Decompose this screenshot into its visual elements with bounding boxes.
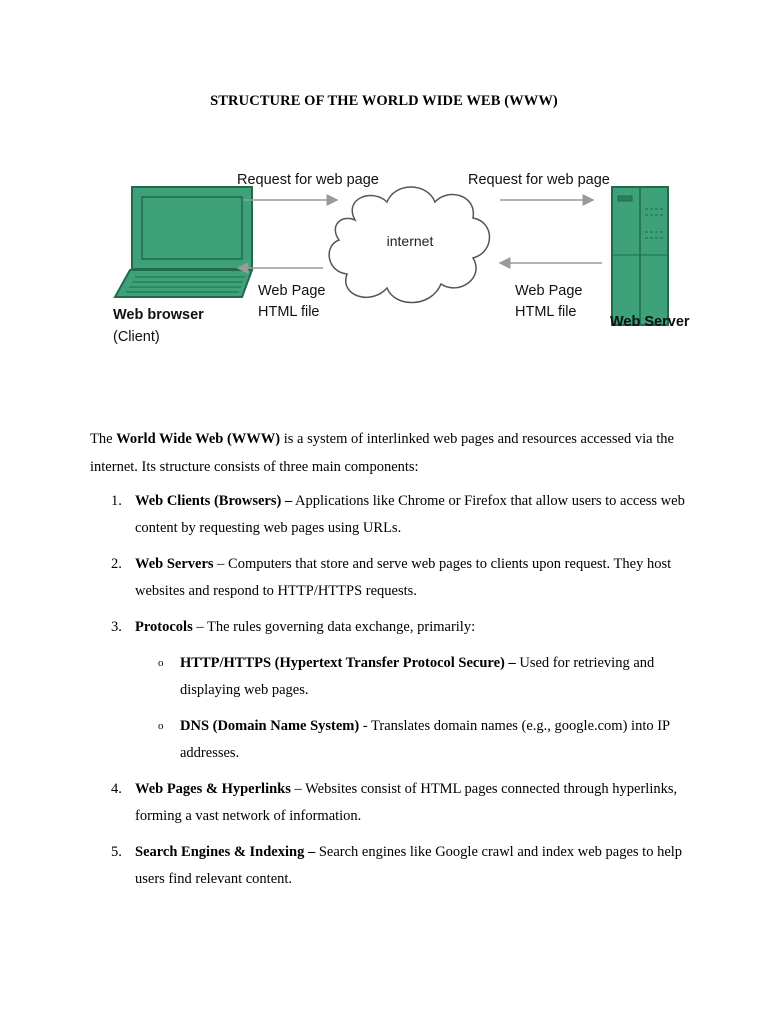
list-item-web-servers (90, 551, 690, 605)
subitem-text: - Translates domain names (e.g., google.com) into IP addresses. (180, 718, 670, 761)
sublist-item-dns (90, 713, 690, 767)
server-icon (612, 187, 668, 325)
intro-post: is a system of interlinked web pages and resources accessed via the internet. Its structure consists of three main components: (90, 431, 674, 475)
diagram-svg (105, 160, 705, 360)
server-label: Web Server (610, 314, 690, 330)
item-text: – The rules governing data exchange, primarily: (192, 619, 476, 635)
intro-paragraph (90, 425, 690, 481)
laptop-icon (115, 187, 252, 297)
bullet-icon: o (158, 657, 164, 669)
subitem-text: Used for retrieving and displaying web pages. (180, 655, 655, 698)
response-label-right-2: HTML file (515, 304, 577, 320)
response-label-right-1: Web Page (515, 283, 583, 299)
request-label-left: Request for web page (237, 172, 379, 188)
list-item-web-pages (90, 776, 690, 830)
response-label-left-2: HTML file (258, 304, 320, 320)
subitem-heading: DNS (Domain Name System) (180, 718, 360, 734)
list-number: 1. (111, 493, 122, 509)
bullet-icon: o (158, 720, 164, 732)
item-text: – Computers that store and serve web pages to clients upon request. They host websites and respond to HTTP/HTTPS requests. (135, 556, 672, 599)
intro-pre: The (90, 431, 117, 447)
list-item-protocols (90, 614, 690, 641)
item-heading: Web Pages & Hyperlinks (135, 781, 291, 797)
subitem-heading: HTTP/HTTPS (Hypertext Transfer Protocol Secure) – (180, 655, 516, 671)
item-heading: Search Engines & Indexing – (135, 844, 316, 860)
components-list (90, 488, 690, 902)
list-number: 5. (111, 844, 122, 860)
list-number: 2. (111, 556, 122, 572)
cloud-label: internet (386, 233, 434, 249)
item-text: – Websites consist of HTML pages connected through hyperlinks, forming a vast network of information. (135, 781, 678, 824)
list-number: 4. (111, 781, 122, 797)
response-label-left-1: Web Page (258, 283, 326, 299)
item-text: Applications like Chrome or Firefox that allow users to access web content by requesting web pages using URLs. (135, 493, 685, 536)
page-title: STRUCTURE OF THE WORLD WIDE WEB (WWW) (210, 93, 558, 109)
list-number: 3. (111, 619, 122, 635)
intro-bold: World Wide Web (WWW) (116, 431, 281, 447)
item-heading: Web Servers (135, 556, 214, 572)
www-structure-diagram (105, 160, 705, 360)
request-label-right: Request for web page (468, 172, 610, 188)
client-label: Web browser (113, 307, 204, 323)
sublist-item-http (90, 650, 690, 704)
item-text: Search engines like Google crawl and index web pages to help users find relevant content. (135, 844, 683, 887)
list-item-web-clients (90, 488, 690, 542)
list-item-search-engines (90, 839, 690, 893)
item-heading: Protocols (135, 619, 193, 635)
item-heading: Web Clients (Browsers) – (135, 493, 293, 509)
client-sublabel: (Client) (113, 329, 160, 345)
